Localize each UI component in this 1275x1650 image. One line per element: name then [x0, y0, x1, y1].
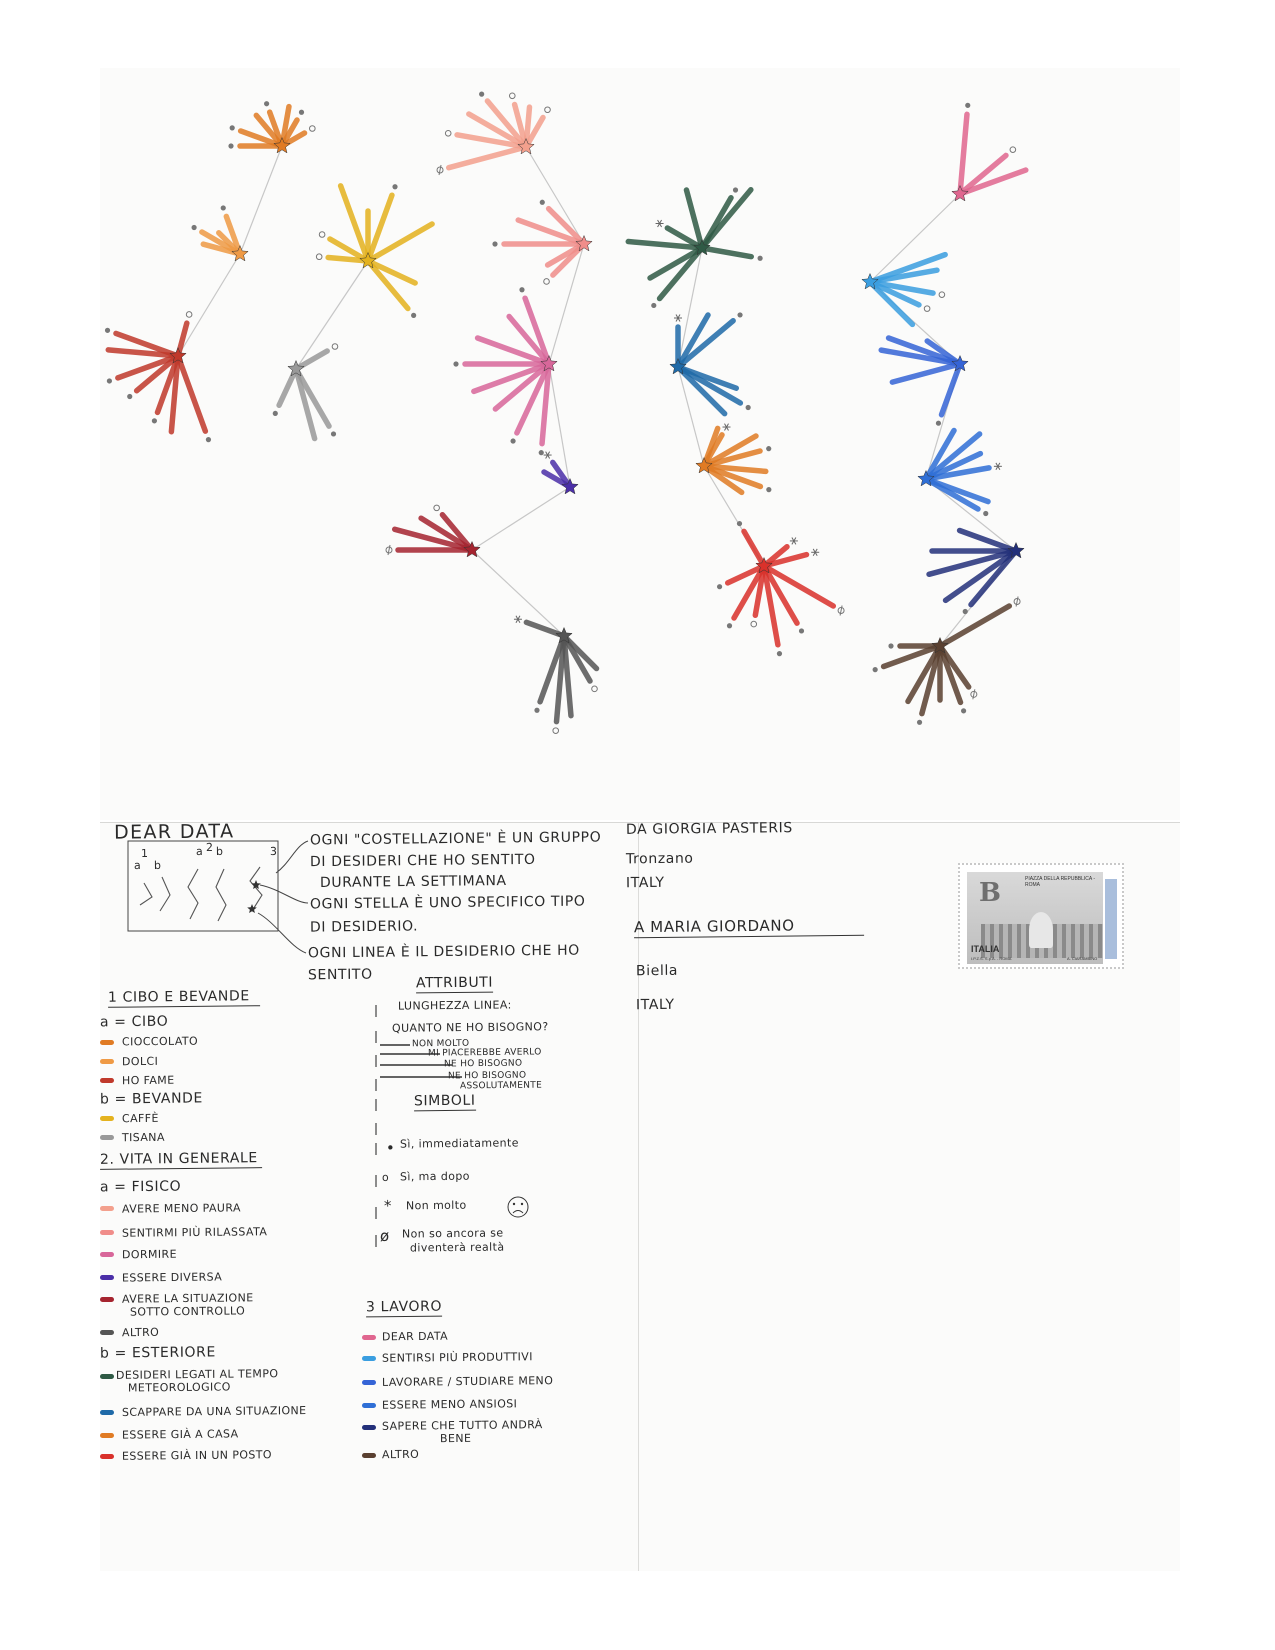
legend-item: CIOCCOLATO	[121, 1034, 199, 1049]
dot-marker-icon	[479, 92, 484, 97]
dot-marker-icon	[766, 487, 771, 492]
swatch-meno-paura	[100, 1206, 114, 1211]
symbol-text: diventerà realtà	[409, 1240, 505, 1255]
explain-line: OGNI STELLA È UNO SPECIFICO TIPO	[309, 893, 586, 913]
dot-marker-icon	[392, 184, 397, 189]
ring-marker-icon	[924, 306, 930, 312]
dot-marker-icon	[746, 405, 751, 410]
sad-face-mouth	[513, 1211, 523, 1214]
constellation-link	[472, 487, 570, 550]
leader-line	[258, 913, 306, 953]
symbol-text: Sì, ma dopo	[399, 1169, 470, 1184]
legend-item: ALTRO	[121, 1325, 160, 1340]
desire-line	[702, 248, 751, 257]
legend-item: DORMIRE	[121, 1247, 177, 1262]
stamp-printer: I.P.Z.S. S.p.A. - ROMA	[971, 956, 1012, 961]
symbol-text: Non molto	[405, 1198, 467, 1213]
symbol-glyph: *	[383, 1196, 393, 1216]
desire-line	[178, 356, 205, 431]
swatch-ho-fame	[100, 1078, 114, 1083]
mini-map-label: b	[215, 844, 224, 859]
constellation-link	[870, 194, 960, 282]
dot-marker-icon	[492, 241, 497, 246]
stamp-letter: B	[979, 878, 1001, 908]
card-title: DEAR DATA	[113, 820, 235, 844]
swatch-altro-lavoro	[362, 1453, 376, 1458]
stamp-country: ITALIA	[971, 944, 1000, 954]
dot-marker-icon	[228, 143, 233, 148]
explain-line: OGNI LINEA È IL DESIDERIO CHE HO	[307, 942, 580, 962]
postage-stamp	[958, 863, 1124, 969]
dot-marker-icon	[917, 720, 922, 725]
legend-item: AVERE LA SITUAZIONE	[121, 1291, 254, 1306]
legend-item: SENTIRSI PIÙ PRODUTTIVI	[381, 1350, 533, 1365]
length-level: MI PIACEREBBE AVERLO	[427, 1047, 542, 1059]
desire-line	[296, 369, 315, 439]
swatch-dear-data	[362, 1335, 376, 1340]
desire-line	[960, 530, 1016, 551]
desire-line	[960, 170, 1026, 194]
desire-line	[960, 114, 967, 194]
legend-item: SOTTO CONTROLLO	[129, 1304, 246, 1319]
mini-map-path	[188, 869, 198, 919]
symbol-glyph: ø	[379, 1226, 390, 1246]
sad-face-eye	[513, 1203, 515, 1205]
dot-marker-icon	[777, 651, 782, 656]
swatch-essere-diversa	[100, 1275, 114, 1280]
constellation-link	[526, 147, 584, 244]
legend-item: ESSERE MENO ANSIOSI	[381, 1397, 518, 1412]
swatch-meteo	[100, 1374, 114, 1379]
desire-line	[744, 531, 764, 566]
swatch-a-casa	[100, 1433, 114, 1438]
length-level: NON MOLTO	[411, 1038, 470, 1050]
dot-marker-icon	[737, 521, 742, 526]
dot-marker-icon	[965, 103, 970, 108]
attributes-heading: ATTRIBUTI	[415, 974, 494, 992]
sender-city: Tronzano	[625, 850, 694, 868]
ring-marker-icon	[509, 93, 515, 99]
legend-item: ESSERE DIVERSA	[121, 1270, 223, 1285]
legend-item: SAPERE CHE TUTTO ANDRÀ	[381, 1418, 543, 1433]
legend-item: TISANA	[121, 1130, 165, 1145]
length-level: NE HO BISOGNO	[443, 1058, 523, 1070]
dot-marker-icon	[873, 667, 878, 672]
legend-item: DEAR DATA	[381, 1329, 449, 1344]
symbol-text: Non so ancora se	[401, 1226, 504, 1241]
dot-marker-icon	[540, 200, 545, 205]
dot-marker-icon	[758, 256, 763, 261]
mini-map-label: a	[133, 858, 142, 873]
legend-item: LAVORARE / STUDIARE MENO	[381, 1374, 554, 1389]
stamp-caption: PIAZZA DELLA REPUBBLICA - ROMA	[1025, 876, 1096, 888]
symbol-glyph: o	[381, 1170, 390, 1185]
ring-marker-icon	[186, 312, 192, 318]
desire-line	[449, 147, 526, 168]
dot-marker-icon	[737, 312, 742, 317]
explain-line: DI DESIDERI CHE HO SENTITO	[309, 851, 536, 871]
length-level: ASSOLUTAMENTE	[459, 1080, 543, 1092]
dot-marker-icon	[963, 609, 968, 614]
recipient-country: ITALY	[635, 996, 675, 1014]
mini-map-path	[160, 877, 170, 911]
desire-line	[650, 248, 702, 278]
legend-item: HO FAME	[121, 1073, 175, 1088]
dot-marker-icon	[888, 643, 893, 648]
dot-marker-icon	[221, 205, 226, 210]
mini-map-path	[140, 883, 152, 905]
desire-line	[940, 606, 1009, 646]
legend-item: METEOROLOGICO	[127, 1380, 231, 1395]
mini-map-path	[216, 869, 226, 921]
stamp-artist: A. CIARAMBINO	[1067, 956, 1098, 961]
dot-marker-icon	[983, 511, 988, 516]
desire-line	[660, 248, 702, 299]
swatch-lavorare-meno	[362, 1380, 376, 1385]
swatch-altro-vita	[100, 1330, 114, 1335]
swatch-meno-ansiosi	[362, 1403, 376, 1408]
dot-marker-icon	[105, 328, 110, 333]
constellation-drawing	[100, 68, 1180, 820]
dot-marker-icon	[192, 225, 197, 230]
swatch-in-un-posto	[100, 1454, 114, 1459]
desire-line	[702, 190, 751, 248]
section-1a-label: a = CIBO	[99, 1013, 169, 1031]
swatch-tisana	[100, 1135, 114, 1140]
legend-item: ESSERE GIÀ IN UN POSTO	[121, 1448, 273, 1463]
desire-line	[678, 315, 708, 367]
sad-face-eye	[521, 1203, 523, 1205]
mini-map-label: b	[153, 858, 162, 873]
dot-marker-icon	[534, 708, 539, 713]
dot-marker-icon	[766, 446, 771, 451]
stamp-image	[967, 872, 1103, 964]
swatch-dolci	[100, 1059, 114, 1064]
dot-marker-icon	[717, 584, 722, 589]
dot-marker-icon	[107, 378, 112, 383]
legend-item: AVERE MENO PAURA	[121, 1201, 241, 1216]
mini-map-label: 1	[140, 846, 149, 861]
legend-item: BENE	[439, 1431, 472, 1446]
sender-country: ITALY	[625, 874, 665, 892]
legend-item: SCAPPARE DA UNA SITUAZIONE	[121, 1404, 307, 1419]
dot-marker-icon	[799, 628, 804, 633]
ring-marker-icon	[939, 292, 945, 298]
ring-marker-icon	[553, 728, 559, 734]
ring-marker-icon	[445, 130, 451, 136]
stamp-fountain	[1029, 912, 1053, 948]
ring-marker-icon	[592, 686, 598, 692]
sender-name: DA GIORGIA PASTERIS	[625, 820, 793, 838]
explain-line: DI DESIDERIO.	[309, 918, 419, 936]
desire-line	[942, 364, 960, 415]
swatch-caffe	[100, 1116, 114, 1121]
legend-item: DESIDERI LEGATI AL TEMPO	[115, 1367, 279, 1382]
recipient-name: A MARIA GIORDANO	[634, 916, 864, 938]
constellation-artwork	[100, 68, 1180, 820]
dot-marker-icon	[230, 125, 235, 130]
mini-map-label: 3	[269, 844, 278, 859]
symbol-glyph: •	[385, 1138, 396, 1158]
ring-marker-icon	[332, 344, 338, 350]
leader-line	[260, 885, 308, 903]
sad-face-icon	[508, 1197, 528, 1217]
dot-marker-icon	[264, 101, 269, 106]
dot-marker-icon	[961, 708, 966, 713]
dot-marker-icon	[651, 303, 656, 308]
length-question: QUANTO NE HO BISOGNO?	[391, 1020, 549, 1035]
dot-marker-icon	[510, 438, 515, 443]
constellation-link	[240, 146, 282, 254]
section-2a-label: a = FISICO	[99, 1178, 182, 1196]
constellation-link	[296, 261, 368, 369]
mini-map-path	[250, 867, 262, 911]
symbols-heading: SIMBOLI	[413, 1092, 476, 1110]
section-1-heading: 1 CIBO E BEVANDE	[108, 988, 260, 1008]
recipient-city: Biella	[635, 962, 679, 980]
swatch-dormire	[100, 1252, 114, 1257]
dot-marker-icon	[519, 287, 524, 292]
length-title: LUNGHEZZA LINEA:	[397, 998, 512, 1013]
ring-marker-icon	[544, 279, 550, 285]
constellation-link	[178, 254, 240, 356]
section-2b-label: b = ESTERIORE	[99, 1344, 216, 1362]
legend-item: SENTIRMI PIÙ RILASSATA	[121, 1225, 268, 1240]
constellation-link	[472, 550, 564, 636]
ring-marker-icon	[434, 505, 440, 511]
explain-line: OGNI "COSTELLAZIONE" È UN GRUPPO	[309, 829, 602, 849]
postcard-back	[100, 822, 1180, 1571]
dot-marker-icon	[299, 110, 304, 115]
dot-marker-icon	[453, 361, 458, 366]
section-3-heading: 3 LAVORO	[365, 1298, 443, 1316]
desire-line	[892, 364, 960, 382]
ring-marker-icon	[319, 232, 325, 238]
swatch-controllo	[100, 1297, 114, 1302]
legend-item: DOLCI	[121, 1054, 159, 1069]
ring-marker-icon	[1010, 147, 1016, 153]
swatch-produttivi	[362, 1356, 376, 1361]
stamp-band	[1105, 879, 1117, 959]
swatch-cioccolato	[100, 1040, 114, 1045]
dot-marker-icon	[152, 418, 157, 423]
dot-marker-icon	[127, 394, 132, 399]
dot-marker-icon	[206, 437, 211, 442]
dot-marker-icon	[727, 623, 732, 628]
mini-map-label: a	[195, 844, 204, 859]
dot-marker-icon	[331, 431, 336, 436]
explain-line: SENTITO	[307, 966, 373, 984]
legend-item: ESSERE GIÀ A CASA	[121, 1427, 239, 1442]
legend-item: CAFFÈ	[121, 1111, 159, 1126]
section-2-heading: 2. VITA IN GENERALE	[100, 1150, 262, 1170]
length-level: NE HO BISOGNO	[447, 1070, 527, 1082]
swatch-scappare	[100, 1410, 114, 1415]
swatch-rilassata	[100, 1230, 114, 1235]
mini-map-label: 2	[205, 840, 214, 855]
explain-line: DURANTE LA SETTIMANA	[319, 873, 507, 891]
dot-marker-icon	[411, 313, 416, 318]
dot-marker-icon	[273, 411, 278, 416]
dot-marker-icon	[539, 450, 544, 455]
dot-marker-icon	[733, 187, 738, 192]
ring-marker-icon	[751, 621, 757, 627]
legend-item: ALTRO	[381, 1447, 420, 1462]
symbol-text: Sì, immediatamente	[399, 1136, 519, 1151]
ring-marker-icon	[316, 254, 322, 260]
ring-marker-icon	[310, 126, 316, 132]
leader-line	[276, 841, 308, 873]
dot-marker-icon	[936, 421, 941, 426]
swatch-andra-bene	[362, 1425, 376, 1430]
section-1b-label: b = BEVANDE	[99, 1090, 204, 1108]
ring-marker-icon	[545, 107, 551, 113]
